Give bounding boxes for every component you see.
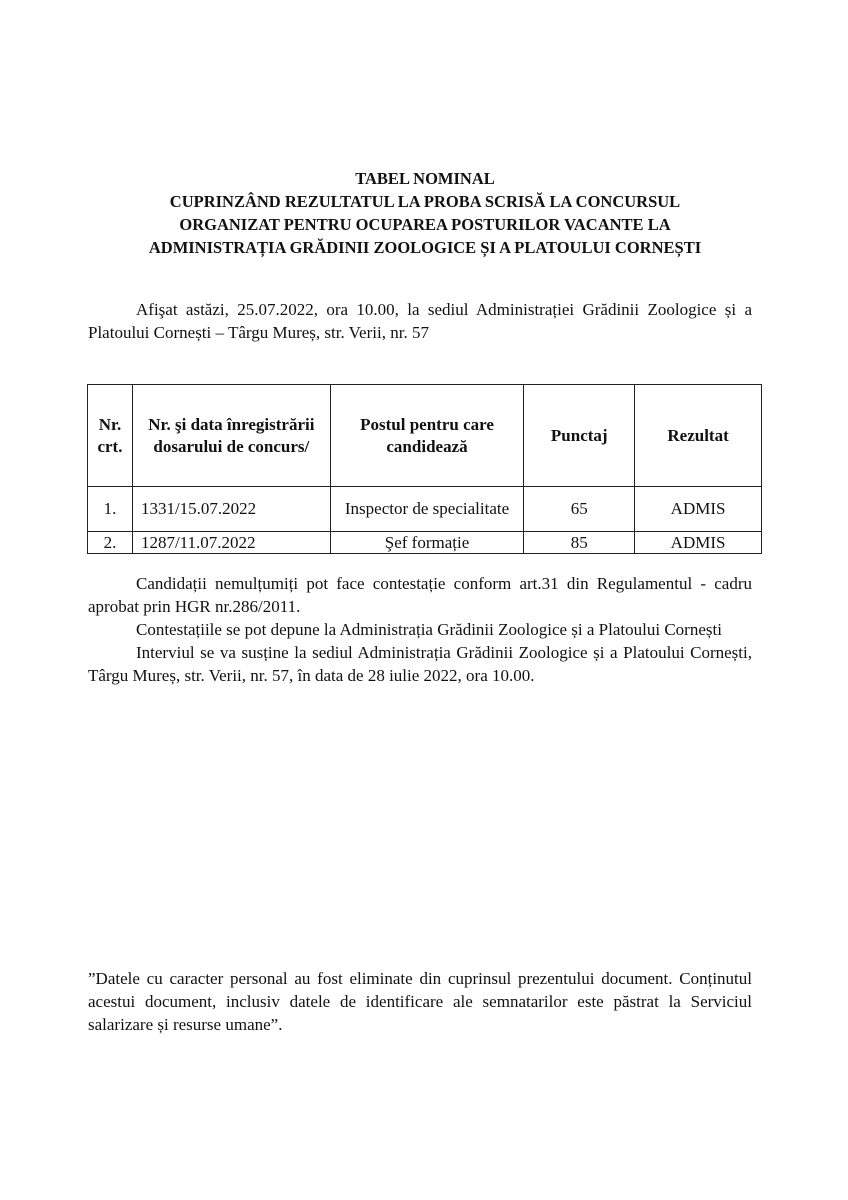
header-registration: Nr. şi data înregistrării dosarului de concurs/	[132, 385, 330, 487]
notes-section	[88, 572, 752, 687]
contest-note: Candidații nemulțumiți pot face contestație conform art.31 din Regulamentul - cadru aprobat prin HGR nr.286/2011.	[88, 574, 752, 616]
table-row	[88, 487, 762, 532]
cell-nr: 1.	[88, 487, 133, 532]
cell-result: ADMIS	[635, 532, 762, 554]
header-score: Punctaj	[524, 385, 635, 487]
cell-position: Şef formație	[330, 532, 524, 554]
interview-note: Interviul se va susține la sediul Administrația Grădinii Zoologice și a Platoului Cornești, Târgu Mureș, str. Verii, nr. 57, în data de 28 iulie 2022, ora 10.00.	[88, 643, 752, 685]
privacy-footer-note: ”Datele cu caracter personal au fost eliminate din cuprinsul prezentului document. Conținutul acestui document, inclusiv datele de identificare ale semnatarilor este păstrat la Serviciul salarizare și resurse umane”.	[88, 969, 752, 1034]
cell-result: ADMIS	[635, 487, 762, 532]
cell-score: 85	[524, 532, 635, 554]
submission-note: Contestațiile se pot depune la Administrația Grădinii Zoologice și a Platoului Cornești	[136, 620, 722, 639]
title-line-4: ADMINISTRAȚIA GRĂDINII ZOOLOGICE ȘI A PLATOULUI CORNEȘTI	[148, 238, 702, 257]
header-position: Postul pentru care candidează	[330, 385, 524, 487]
table-header-row	[88, 385, 762, 487]
results-table	[87, 384, 762, 554]
title-line-2: CUPRINZÂND REZULTATUL LA PROBA SCRISĂ LA CONCURSUL	[169, 192, 681, 211]
cell-registration: 1331/15.07.2022	[132, 487, 330, 532]
title-line-3: ORGANIZAT PENTRU OCUPAREA POSTURILOR VACANTE LA	[179, 215, 671, 234]
cell-nr: 2.	[88, 532, 133, 554]
posted-notice: Afişat astăzi, 25.07.2022, ora 10.00, la sediul Administrației Grădinii Zoologice și a Platoului Cornești – Târgu Mureș, str. Verii, nr. 57	[88, 300, 752, 342]
cell-registration: 1287/11.07.2022	[132, 532, 330, 554]
title-line-1: TABEL NOMINAL	[355, 169, 495, 188]
table-row	[88, 532, 762, 554]
cell-score: 65	[524, 487, 635, 532]
header-nr: Nr. crt.	[88, 385, 133, 487]
cell-position: Inspector de specialitate	[330, 487, 524, 532]
document-title	[80, 167, 770, 259]
header-result: Rezultat	[635, 385, 762, 487]
